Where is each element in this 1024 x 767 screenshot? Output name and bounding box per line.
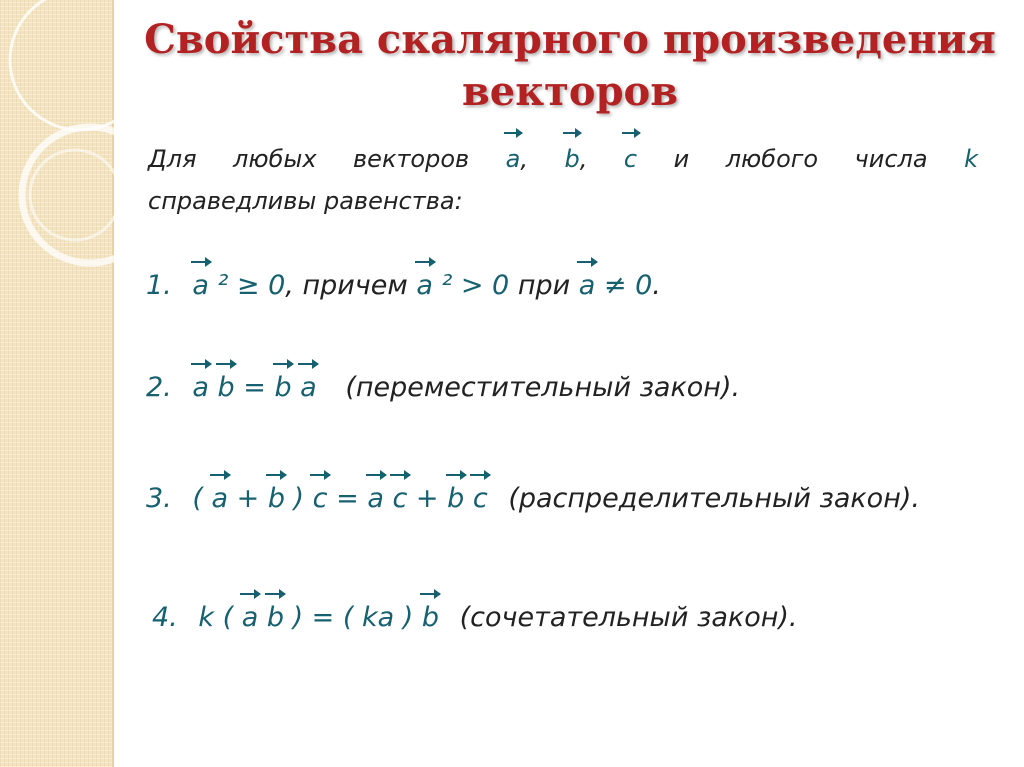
property-3 bbox=[146, 483, 920, 514]
law-name: (распределительный закон). bbox=[508, 483, 920, 514]
formula-part: ² > 0 bbox=[432, 270, 510, 301]
property-2 bbox=[146, 372, 740, 403]
formula-part: ≠ 0 bbox=[595, 270, 653, 301]
vector-b: b bbox=[266, 602, 284, 633]
vector-b: b bbox=[421, 602, 440, 633]
scalar-ka: ka bbox=[362, 602, 395, 633]
vector-b: b bbox=[217, 372, 235, 403]
comma: , bbox=[520, 145, 529, 173]
vector-a: a bbox=[367, 483, 384, 514]
property-number: 3. bbox=[146, 483, 172, 514]
vector-b: b bbox=[565, 138, 580, 180]
paren: ) bbox=[284, 483, 313, 514]
intro-line-2: справедливы равенства: bbox=[148, 187, 463, 215]
property-4 bbox=[152, 602, 797, 633]
period: . bbox=[652, 270, 661, 301]
intro-word: любого bbox=[725, 145, 819, 173]
intro-word: любых bbox=[233, 145, 317, 173]
property-number: 4. bbox=[152, 602, 178, 633]
vector-a: a bbox=[211, 483, 229, 514]
intro-line-1 bbox=[148, 138, 978, 180]
plus: + bbox=[228, 483, 268, 514]
paren: ( bbox=[192, 483, 212, 514]
vector-a: a bbox=[192, 372, 209, 403]
property-number: 1. bbox=[146, 270, 172, 301]
formula-part: ² ≥ 0 bbox=[208, 270, 286, 301]
intro-word: векторов bbox=[353, 145, 470, 173]
scalar-k: k bbox=[964, 145, 978, 173]
intro-word: числа bbox=[854, 145, 928, 173]
vector-a: a bbox=[416, 270, 433, 301]
property-number: 2. bbox=[146, 372, 172, 403]
paren: ) bbox=[394, 602, 422, 633]
property-1 bbox=[146, 270, 661, 301]
scalar-k: k bbox=[198, 602, 214, 633]
comma: , bbox=[579, 145, 588, 173]
law-name: (сочетательный закон). bbox=[459, 602, 798, 633]
vector-c: c bbox=[624, 138, 637, 180]
vector-a: a bbox=[506, 138, 521, 180]
property-text: при bbox=[509, 270, 579, 301]
vector-a: a bbox=[578, 270, 596, 301]
decorative-circles bbox=[0, 0, 130, 300]
vector-a: a bbox=[192, 270, 209, 301]
intro-vector-b bbox=[565, 138, 588, 180]
vector-b: b bbox=[447, 483, 465, 514]
property-text: причем bbox=[293, 270, 417, 301]
plus: + bbox=[407, 483, 448, 514]
law-name: (переместительный закон). bbox=[345, 372, 741, 403]
paren: ( bbox=[214, 602, 242, 633]
paren: ) = ( bbox=[283, 602, 363, 633]
vector-a: a bbox=[300, 372, 317, 403]
vector-c: c bbox=[312, 483, 328, 514]
vector-c: c bbox=[392, 483, 408, 514]
vector-b: b bbox=[267, 483, 285, 514]
comma: , bbox=[285, 270, 294, 301]
intro-vector-a bbox=[506, 138, 528, 180]
slide-title: Свойства скалярного произведения векторов bbox=[144, 16, 996, 115]
intro-word: Для bbox=[148, 145, 197, 173]
vector-c: c bbox=[472, 483, 488, 514]
intro-word: и bbox=[673, 145, 690, 173]
equals: = bbox=[327, 483, 368, 514]
equals: = bbox=[234, 372, 275, 403]
vector-b: b bbox=[274, 372, 292, 403]
vector-a: a bbox=[241, 602, 259, 633]
intro-text bbox=[148, 138, 978, 222]
